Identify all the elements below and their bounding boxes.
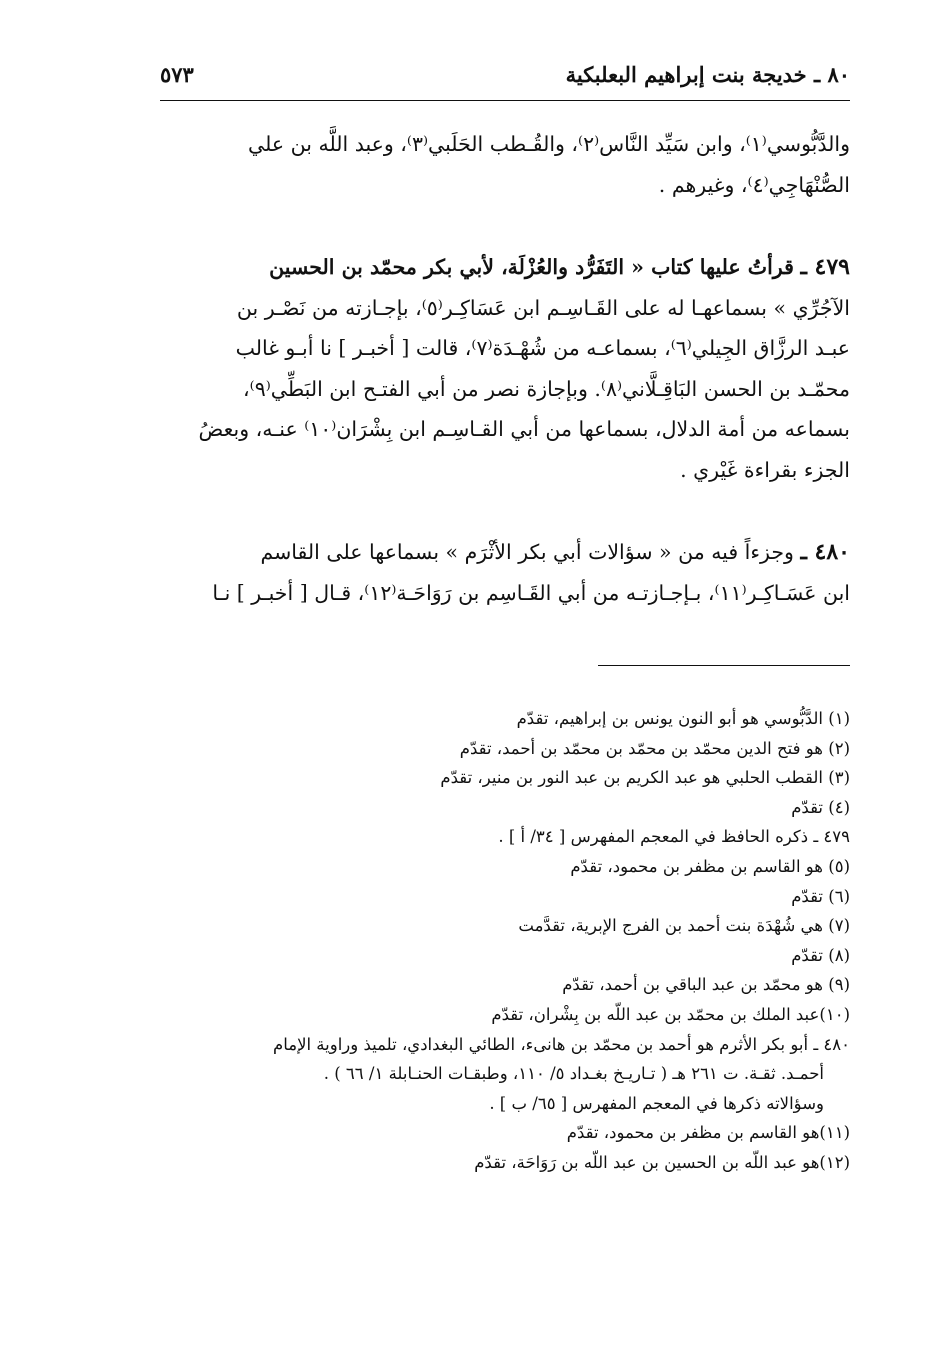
- text-line: [160, 247, 850, 288]
- footnote: (٥) هو القاسم بن مظفر بن محمود، تقدّم: [570, 856, 850, 876]
- footnote: (٧) هي شُهْدَة بنت أحمد بن الفرج الإبرية، تقدَّمت: [518, 916, 850, 936]
- footnote-separator: [598, 665, 850, 666]
- text-line: عبـد الرزَّاق الجِيلي⁽٦⁾، بسماعـه من شُهْـدَة⁽٧⁾، قالت [ أخبـر ] نا أبـو غالب: [235, 336, 850, 360]
- footnote: (١٢)هو عبد اللّه بن الحسين بن عبد اللّه بن رَوَاحَة، تقدّم: [474, 1152, 850, 1172]
- text-span: وجزءاً فيه من « سؤالات أبي بكر الأثْرَم » بسماعها على القاسم: [260, 540, 794, 564]
- text-span: قرأتُ عليها كتاب « التَفَرُّد والعُزْلَة، لأبي بكر محمّد بن الحسين: [269, 255, 794, 279]
- footnote: ٤٧٩ ـ ذكره الحافظ في المعجم المفهرس [ ٣٤/ أ ] .: [498, 827, 850, 847]
- footnote: (١) الدَّبُّوسي هو أبو النون يونس بن إبراهيم، تقدّم: [516, 709, 850, 728]
- text-line: بسماعه من أمة الدلال، بسماعها من أبي القـاسِـم ابن بِشْرَان⁽١٠⁾ عنـه، وبعضُ: [198, 417, 850, 441]
- footnote: ٤٨٠ ـ أبو بكر الأثرم هو أحمد بن محمّد بن هانىء، الطائي البغدادي، تلميذ وراوية الإمام: [272, 1034, 850, 1054]
- header-rule: [160, 100, 850, 101]
- footnote: (٤) تقدّم: [791, 797, 850, 817]
- text-line: والدَّبُّوسي⁽١⁾، وابن سَيِّد النَّاس⁽٢⁾، والقُـطب الحَلَبي⁽٣⁾، وعبد اللَّه بن علي: [248, 132, 850, 156]
- entry-479: [160, 247, 850, 490]
- text-line: [160, 532, 850, 573]
- paragraph-intro: [160, 124, 850, 205]
- footnote: (١١)هو القاسم بن مظفر بن محمود، تقدّم: [566, 1123, 850, 1143]
- text-line: الصُّنْهَاجِي⁽٤⁾، وغيرهم .: [658, 172, 850, 197]
- text-line: محمّـد بن الحسن البَاقِـلَّاني⁽٨⁾. وبإجازة نصر من أبي الفتـح ابن البَطِّي⁽٩⁾،: [243, 376, 850, 401]
- text-line: الآجُرِّي » بسماعهـا له على القَـاسِـم ابن عَسَاكِـر⁽٥⁾، بإجـازته من نَصْـر بن: [236, 295, 850, 320]
- main-text: [160, 124, 850, 613]
- footnote-continuation: أحمـد. ثقـة. ت ٢٦١ هـ ( تـاريـخ بغـداد ٥/ ١١٠، وطبقـات الحنـابلة ١/ ٦٦ ) .: [323, 1064, 824, 1084]
- footnote: (٣) القطب الحلبي هو عبد الكريم بن عبد النور بن منير، تقدّم: [440, 768, 850, 788]
- footnote: (٨) تقدّم: [791, 945, 850, 965]
- footnote: (٦) تقدّم: [791, 886, 850, 906]
- footnote-continuation: وسؤالاته ذكرها في المعجم المفهرس [ ٦٥/ ب ] .: [489, 1093, 824, 1113]
- footnote: (٢) هو فتح الدين محمّد بن محمّد بن محمّد بن أحمد، تقدّم: [459, 738, 850, 758]
- chapter-title: ٨٠ ـ خديجة بنت إبراهيم البعلبكية: [565, 62, 850, 87]
- running-header: [160, 58, 850, 98]
- text-line: ابن عَسَـاكِـر⁽١١⁾، بـإجـازتـه من أبي القَـاسِم بن رَوَاحَـة⁽١٢⁾، قـال [ أخبـر ] نـا: [212, 580, 850, 605]
- text-line: الجزء بقراءة غَيْري .: [680, 457, 850, 482]
- footnotes: [160, 704, 850, 1178]
- entry-480: [160, 532, 850, 613]
- page-number: ٥٧٣: [160, 62, 194, 87]
- footnote: (١٠)عبد الملك بن محمّد بن عبد اللّه بن بِشْران، تقدّم: [491, 1004, 850, 1024]
- footnote: (٩) هو محمّد بن عبد الباقي بن أحمد، تقدّم: [562, 975, 850, 995]
- entry-number: ٤٧٩ ـ: [800, 254, 850, 280]
- entry-number: ٤٨٠ ـ: [800, 539, 850, 565]
